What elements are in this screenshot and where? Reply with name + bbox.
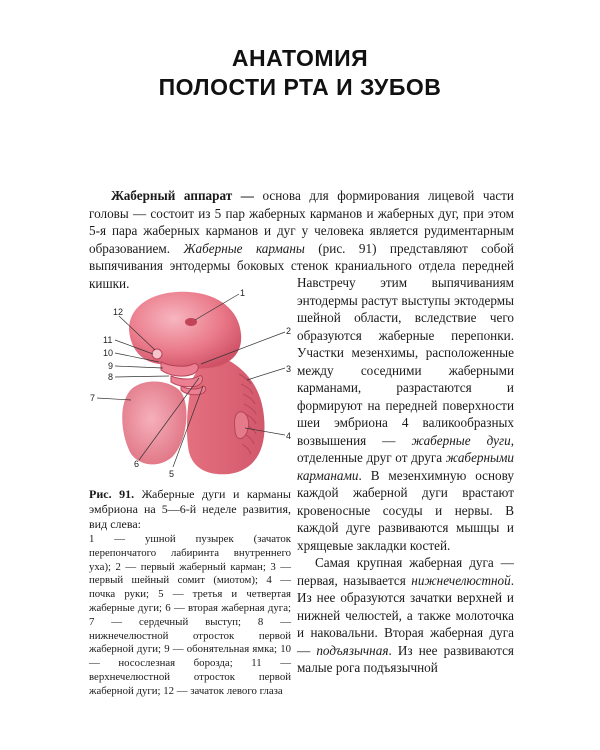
label-12: 12 <box>113 307 124 317</box>
label-2: 2 <box>286 326 292 336</box>
label-7: 7 <box>90 393 96 403</box>
label-9: 9 <box>108 361 114 371</box>
body-p2-a: Самая крупная жаберная дуга — первая, называется <box>297 555 514 588</box>
figure-number: Рис. 91. <box>89 487 135 501</box>
embryo-body <box>187 352 265 474</box>
figure-legend: 1 — ушной пузырек (зачаток перепончатого лабиринта внутреннего уха); 2 — первый жаберный карман; 3 — первый шейный сомит (миотом); 4 — почка руки; 5 — третья и четвертая жаберные дуги; 6 — вторая жаберная дуга; 7 — сердечный выступ; 8 — нижнечелюстной отросток первой жаберной дуги; 9 — обонятельная ямка; 10 — носослезная борозда; 11 — верхнечелюстной отросток первой жаберной дуги; 12 — зачаток левого глаза <box>89 533 291 697</box>
label-6: 6 <box>134 459 140 469</box>
body-p1-b: , отделенные друг от друга <box>297 432 514 465</box>
label-4: 4 <box>286 431 292 441</box>
embryo-head <box>129 292 241 369</box>
label-8: 8 <box>108 372 114 382</box>
eye-primordium <box>152 349 162 359</box>
embryo-illustration <box>89 282 294 482</box>
body-p1-a: Навстречу этим выпячиваниям энтодермы растут выступы эктодермы шейной области, вследствие чего образуются жаберные перепонки. Участки мезенхимы, расположенные между соседними жаберными карманами, разрастаются и формируют на передней поверхности шеи эмбриона 4 валикообразных возвышения — <box>297 275 514 448</box>
heart-prominence <box>122 382 186 465</box>
body-p1-term2: жаберными карманами <box>297 450 514 483</box>
intro-text1: основа для формирования лицевой части головы — состоит из 5 пар жаберных карманов и жаберных дуг, при этом 5-я пара жаберных карманов и дуг у человека является рудиментарным образованием. <box>89 188 514 256</box>
page-title-line1: АНАТОМИЯ <box>231 45 369 71</box>
body-paragraph-2 <box>297 554 514 677</box>
label-5: 5 <box>169 469 175 479</box>
figure-caption <box>89 487 291 536</box>
body-p2-b: . Из нее образуются зачатки верхней и нижней челюстей, а также молоточка и наковальни. Вторая жаберная дуга — <box>297 572 514 658</box>
body-p2-term: нижнечелюстной <box>411 572 511 588</box>
body-p1-c: . В мезенхимную основу каждой жаберной дуги врастают кровеносные сосуды и нервы. В каждой дуге развиваются мышцы и хрящевые закладки костей. <box>297 467 514 553</box>
label-11: 11 <box>103 335 113 345</box>
otic-vesicle <box>185 318 197 326</box>
figure-title: Жаберные дуги и карманы эмбриона на 5—6-й неделе развития, вид слева: <box>89 487 291 531</box>
page-title <box>0 44 600 102</box>
body-p2-c: . Из нее развиваются малые рога подъязычной <box>297 642 515 675</box>
label-1: 1 <box>240 288 246 298</box>
intro-text2: (рис. 91) представляют собой выпячивания энтодермы боковых стенок краниального отдела передней кишки. <box>89 240 514 291</box>
intro-term: Жаберный аппарат — <box>111 188 254 203</box>
intro-term2: Жаберные карманы <box>183 240 305 256</box>
body-paragraph-1 <box>297 274 514 554</box>
label-3: 3 <box>286 364 292 374</box>
embryo-figure <box>89 282 294 482</box>
body-text-column <box>297 274 514 677</box>
body-p2-term2: подъязычная <box>316 642 389 658</box>
page-title-line2: ПОЛОСТИ РТА И ЗУБОВ <box>158 74 442 100</box>
body-p1-term: жаберные дуги <box>411 432 511 448</box>
label-10: 10 <box>103 348 114 358</box>
